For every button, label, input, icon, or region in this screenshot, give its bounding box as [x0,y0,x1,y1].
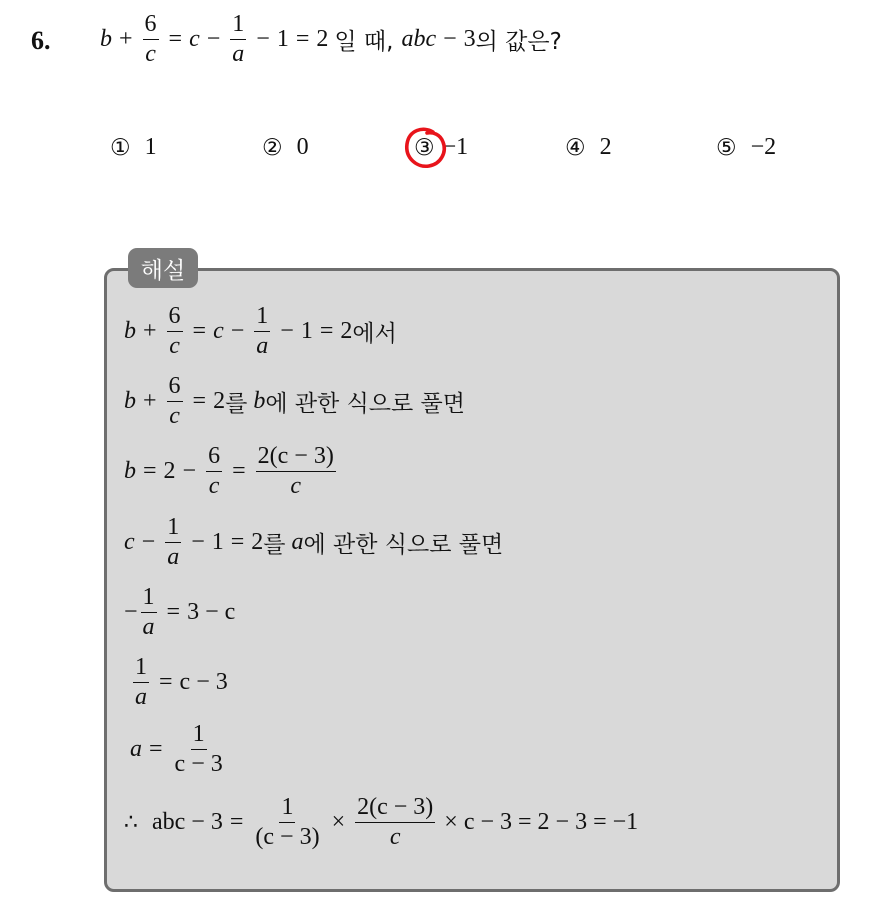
var-c: c [189,26,200,53]
text-when: 일 때, [334,29,394,56]
choice-4[interactable] [565,134,612,161]
final-tail: × c − 3 = 2 − 3 = −1 [444,809,639,836]
choice-value-2: 0 [296,134,309,160]
therefore-symbol: ∴ [124,810,138,836]
equals-sign: = [168,26,183,53]
choice-1[interactable] [110,134,157,161]
fraction-6-over-c: $\frac{6}{c}$ [144,11,157,68]
var-b: b [100,26,112,53]
choice-value-3: −1 [442,134,469,160]
solution-line-3: b = 2 − $\frac{6}{c}$ = $\frac{2(c - 3)}{c}$ [124,443,334,500]
fraction-2c3-over-c: $\frac{2(c - 3)}{c}$ [257,443,334,500]
choice-mark-1: ① [110,134,131,161]
choice-5[interactable] [716,134,776,161]
minus-sign: − [206,26,221,53]
question-stem: b + $\frac{6}{c}$ = c − $\frac{1}{a}$ − 1 = 2 일 때, abc − 3 의 값은? [100,11,562,68]
selected-answer-circle-mark [403,124,449,172]
choice-mark-2: ② [262,134,283,161]
plus-sign: + [119,26,133,53]
expr-abc: abc [401,26,437,53]
choice-2[interactable] [262,134,309,161]
solution-line-8: ∴ abc − 3 = $\frac{1}{(c - 3)}$ × $\frac{2(c - 3)}{c}$ × c − 3 = 2 − 3 = −1 [124,794,639,851]
question-number: 6. [31,26,51,55]
fraction-6-over-c: $\frac{6}{c}$ [168,303,181,360]
choice-mark-5: ⑤ [716,134,737,161]
solution-label: 해설 [128,248,198,288]
choice-mark-4: ④ [565,134,586,161]
choice-mark-3: ③ [414,134,435,161]
text-value-question: 의 값은? [475,29,562,56]
choice-value-5: −2 [750,134,777,160]
fraction-1-over-a: $\frac{1}{a}$ [256,303,269,360]
choice-value-1: 1 [144,134,157,160]
solution-line-7: a = $\frac{1}{c - 3}$ [130,721,223,778]
solution-line-6: $\frac{1}{a}$ = c − 3 [135,654,228,711]
choice-value-4: 2 [599,134,612,160]
solution-line-2: b + $\frac{6}{c}$ = 2 를 b 에 관한 식으로 풀면 [124,373,465,430]
solution-line-5: − $\frac{1}{a}$ = 3 − c [124,584,236,641]
solution-line-4: c − $\frac{1}{a}$ − 1 = 2 를 a 에 관한 식으로 풀면 [124,514,504,571]
solution-line-1: b + $\frac{6}{c}$ = c − $\frac{1}{a}$ − 1 = 2 에서 [124,303,397,360]
fraction-1-over-a: $\frac{1}{a}$ [232,11,245,68]
